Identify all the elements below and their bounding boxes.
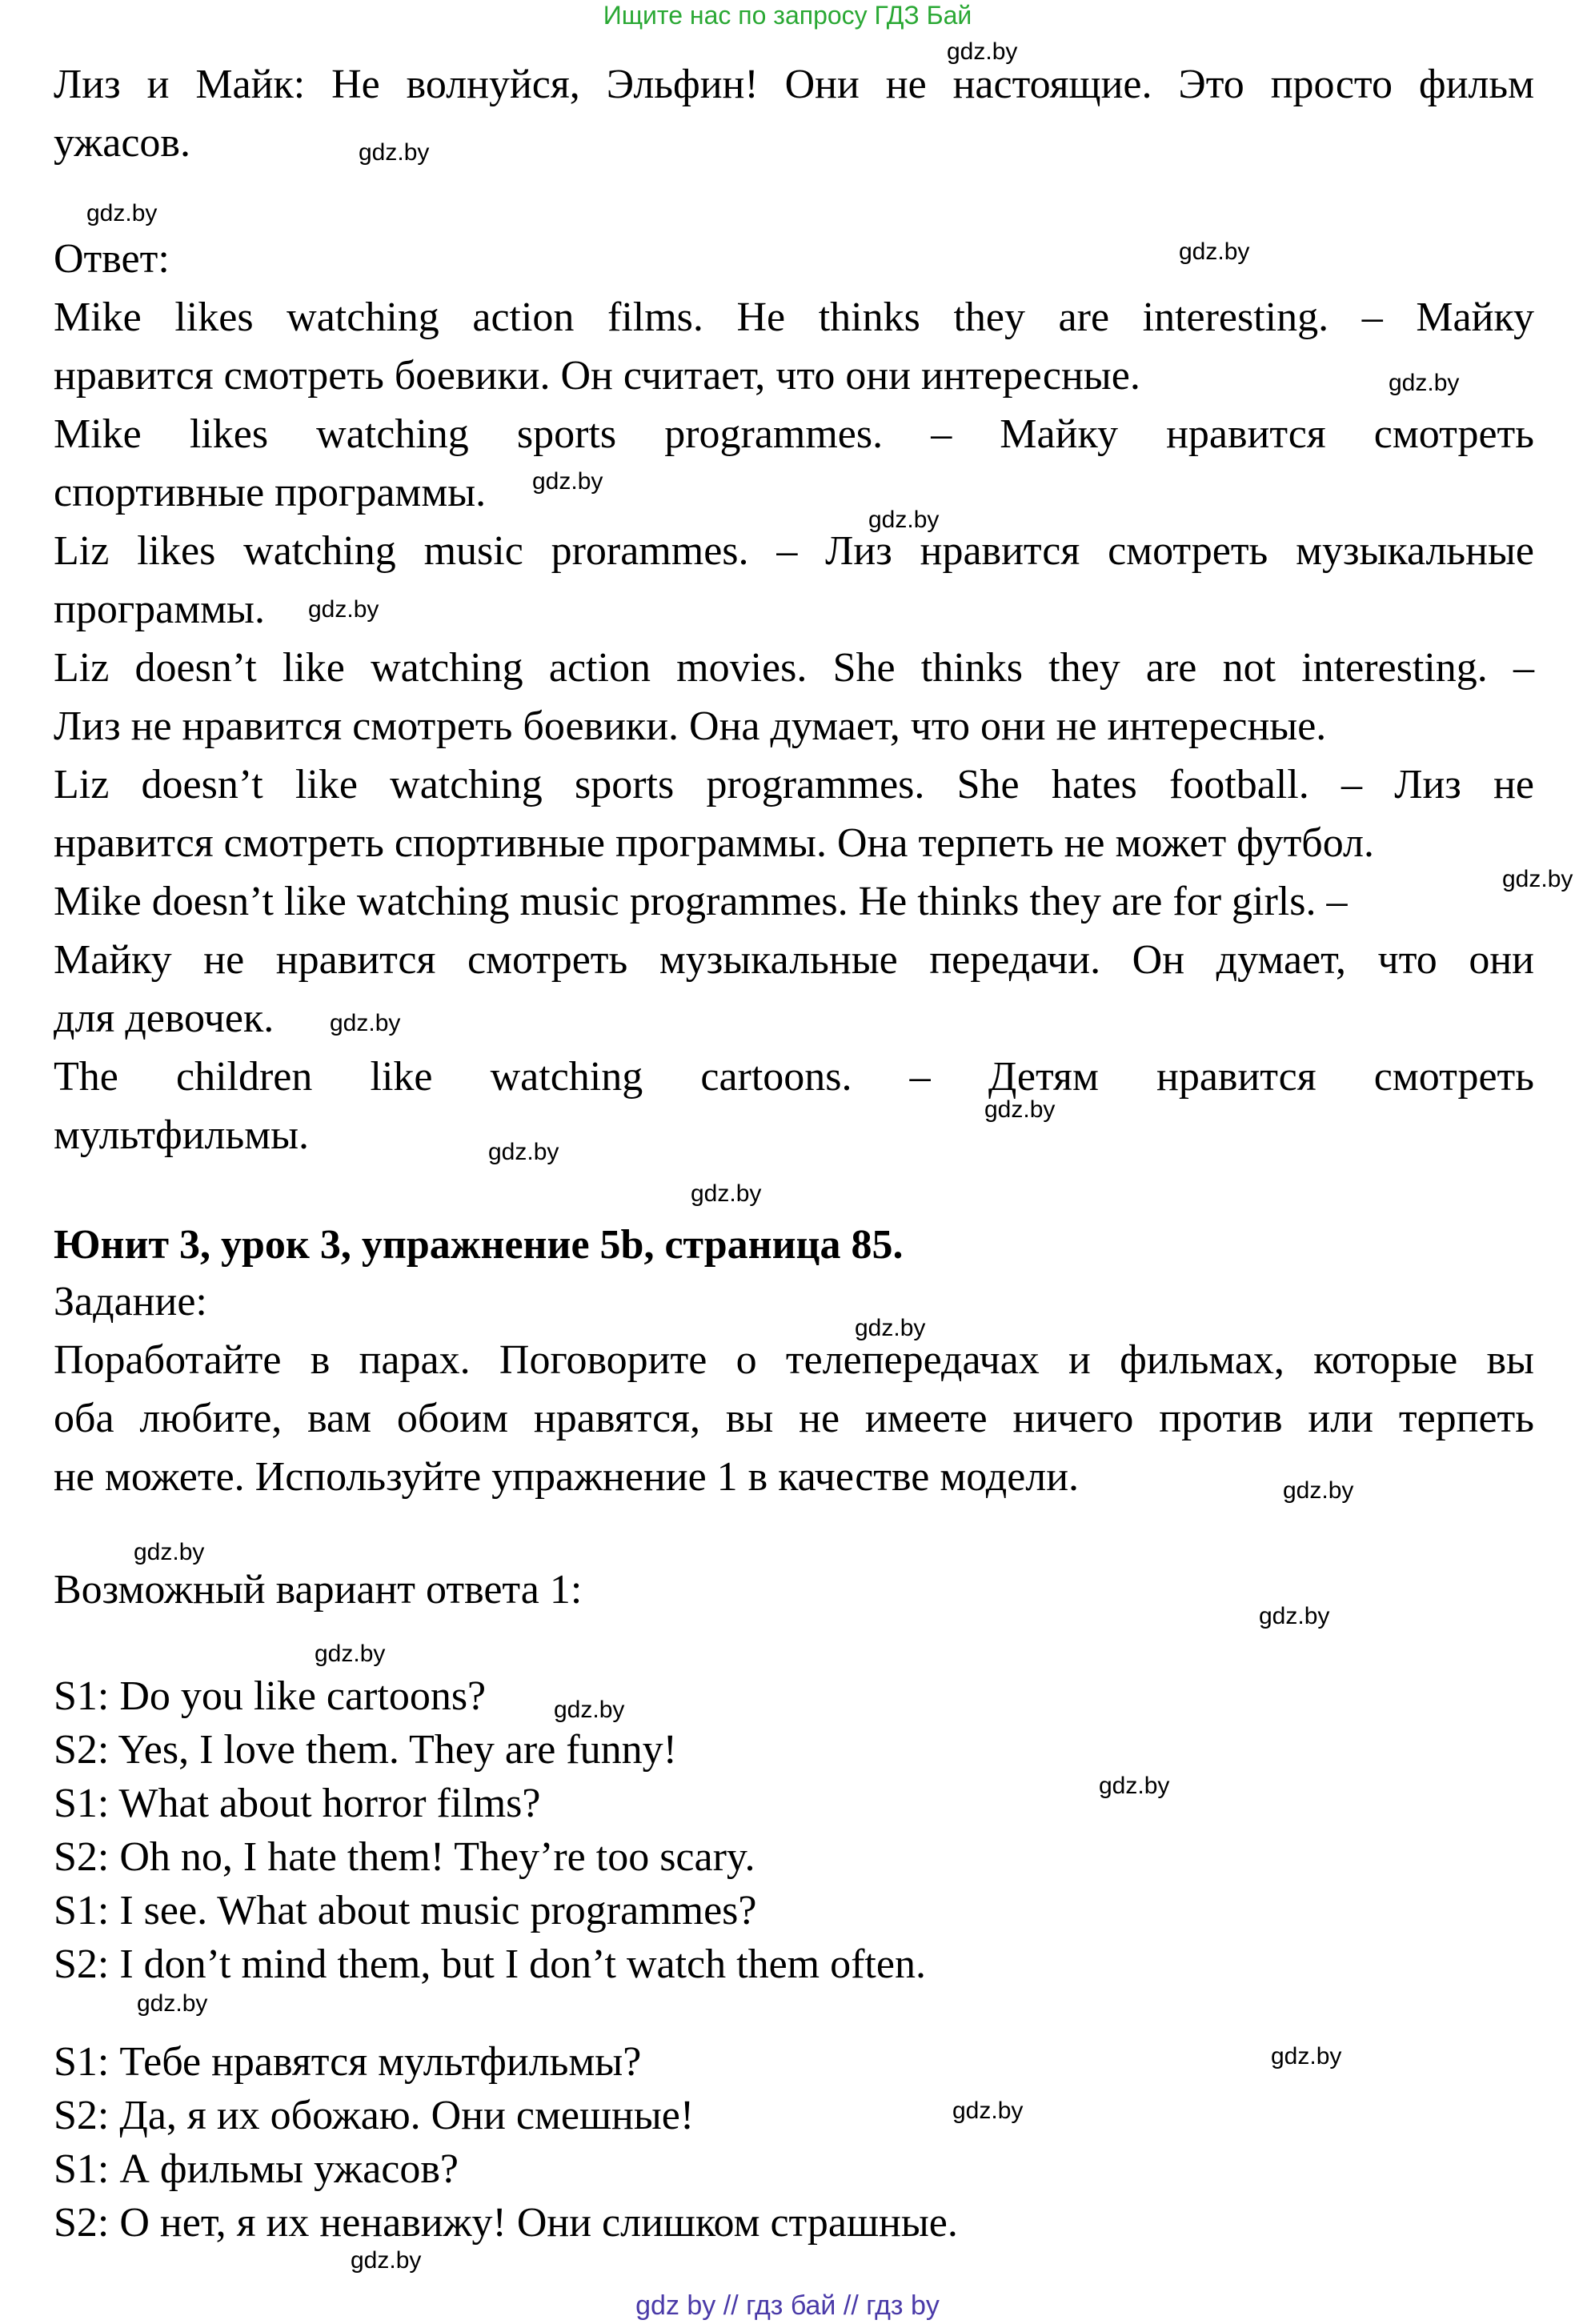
watermark: gdz.by (308, 596, 379, 623)
watermark: gdz.by (554, 1697, 625, 1723)
answer-line: Liz doesn’t like watching sports programmes. She hates football. – Лиз не (54, 762, 1534, 807)
dialogue-en-line: S1: What about horror films? (54, 1781, 541, 1826)
dialogue-en-line: S2: I don’t mind them, but I don’t watch them often. (54, 1941, 926, 1987)
watermark: gdz.by (532, 468, 603, 495)
answer-line: Liz doesn’t like watching action movies. She thinks they are not interesting. – (54, 645, 1534, 691)
watermark: gdz.by (330, 1010, 401, 1036)
answer-line: Лиз не нравится смотреть боевики. Она думает, что они не интересные. (54, 703, 1327, 749)
answer-line: программы. (54, 587, 265, 632)
answer-line: Mike likes watching sports programmes. – Майку нравится смотреть (54, 411, 1534, 457)
dialogue-en-line: S1: Do you like cartoons? (54, 1673, 487, 1719)
dialogue-en-line: S2: Oh no, I hate them! They’re too scary. (54, 1834, 755, 1880)
watermark: gdz.by (137, 1990, 208, 2017)
dialogue-en-line: S1: I see. What about music programmes? (54, 1888, 757, 1933)
task-line: оба любите, вам обоим нравятся, вы не имеете ничего против или терпеть (54, 1396, 1534, 1441)
watermark: gdz.by (1502, 866, 1573, 892)
answer-line: Liz likes watching music prorammes. – Лиз нравится смотреть музыкальные (54, 528, 1534, 574)
answer-line: спортивные программы. (54, 470, 487, 515)
dialogue-end-line: Лиз и Майк: Не волнуйся, Эльфин! Они не настоящие. Это просто фильм (54, 62, 1534, 107)
task-line: не можете. Используйте упражнение 1 в качестве модели. (54, 1454, 1080, 1500)
dialogue-ru-line: S2: Да, я их обожаю. Они смешные! (54, 2093, 695, 2138)
answer-label: Ответ: (54, 236, 170, 282)
footer-links[interactable]: gdz by // гдз бай // гдз by (635, 2290, 940, 2321)
watermark: gdz.by (952, 2098, 1024, 2124)
watermark: gdz.by (947, 38, 1018, 65)
answer-line: нравится смотреть спортивные программы. Она терпеть не может футбол. (54, 820, 1375, 866)
watermark: gdz.by (1099, 1773, 1170, 1799)
answer-line: нравится смотреть боевики. Он считает, что они интересные. (54, 353, 1140, 399)
answer-line: мультфильмы. (54, 1112, 310, 1158)
watermark: gdz.by (1179, 238, 1250, 265)
dialogue-en-line: S2: Yes, I love them. They are funny! (54, 1727, 677, 1773)
watermark: gdz.by (315, 1641, 386, 1667)
answer-line: The children like watching cartoons. – Детям нравится смотреть (54, 1054, 1534, 1100)
watermark: gdz.by (359, 139, 430, 166)
top-banner-link[interactable]: Ищите нас по запросу ГДЗ Бай (603, 1, 972, 30)
answer-line: для девочек. (54, 996, 275, 1041)
watermark: gdz.by (868, 507, 940, 533)
watermark: gdz.by (1271, 2043, 1342, 2070)
watermark: gdz.by (134, 1539, 205, 1565)
variant-label: Возможный вариант ответа 1: (54, 1567, 583, 1613)
watermark: gdz.by (351, 2247, 422, 2274)
dialogue-ru-line: S1: А фильмы ужасов? (54, 2146, 459, 2192)
watermark: gdz.by (86, 200, 158, 226)
dialogue-ru-line: S1: Тебе нравятся мультфильмы? (54, 2039, 642, 2085)
watermark: gdz.by (1283, 1477, 1354, 1504)
answer-line: Mike doesn’t like watching music programmes. He thinks they are for girls. – (54, 879, 1348, 924)
section-heading: Юнит 3, урок 3, упражнение 5b, страница 85. (54, 1222, 904, 1268)
answer-line: Mike likes watching action films. He thinks they are interesting. – Майку (54, 295, 1534, 340)
task-line: Поработайте в парах. Поговорите о телепередачах и фильмах, которые вы (54, 1337, 1534, 1383)
watermark: gdz.by (855, 1315, 926, 1341)
answer-line: Майку не нравится смотреть музыкальные передачи. Он думает, что они (54, 937, 1534, 983)
watermark: gdz.by (984, 1096, 1056, 1123)
watermark: gdz.by (1259, 1603, 1330, 1629)
watermark: gdz.by (691, 1180, 762, 1207)
watermark: gdz.by (1389, 370, 1460, 396)
dialogue-ru-line: S2: О нет, я их ненавижу! Они слишком страшные. (54, 2200, 958, 2246)
task-label: Задание: (54, 1279, 207, 1324)
dialogue-end-line: ужасов. (54, 120, 190, 166)
watermark: gdz.by (488, 1139, 559, 1165)
